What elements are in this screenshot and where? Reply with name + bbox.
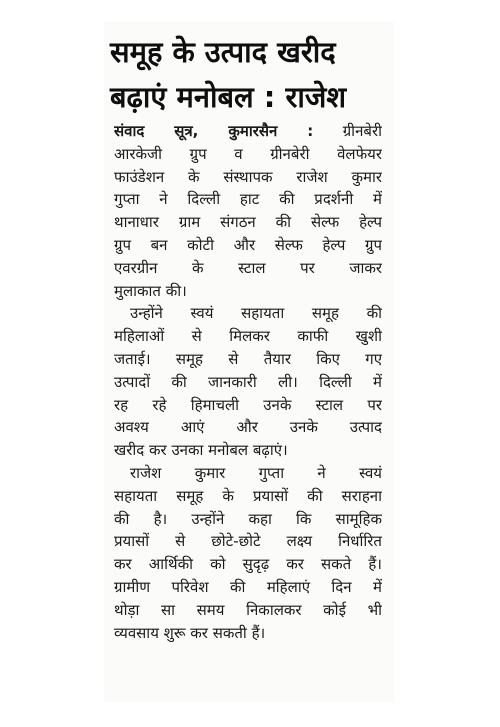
text-line: राजेश कुमार गुप्ता ने स्वयं bbox=[130, 463, 382, 482]
text-line: गुप्ता ने दिल्ली हाट की प्रदर्शनी में bbox=[114, 190, 382, 209]
text-line: सहायता समूह के प्रयासों की सराहना bbox=[114, 486, 382, 505]
headline-line: बढ़ाएं मनोबल : राजेश bbox=[110, 80, 347, 114]
text-line: अवश्य आएं और उनके उत्पाद bbox=[114, 418, 382, 437]
article-body bbox=[114, 120, 382, 644]
text-line: ग्रुप बन कोटी और सेल्फ हेल्प ग्रुप bbox=[114, 235, 382, 254]
text-line: मुलाकात की। bbox=[114, 281, 187, 300]
text-line: महिलाओं से मिलकर काफी खुशी bbox=[114, 327, 382, 346]
text-line: कर आर्थिकी को सुदृढ़ कर सकते हैं। bbox=[114, 555, 382, 574]
text-line: उत्पादों की जानकारी ली। दिल्ली में bbox=[114, 372, 382, 391]
text-line bbox=[114, 120, 382, 143]
text-line: फाउंडेशन के संस्थापक राजेश कुमार bbox=[114, 167, 382, 186]
text-line: खरीद कर उनका मनोबल बढ़ाएं। bbox=[114, 441, 288, 460]
text-line: एवरग्रीन के स्टाल पर जाकर bbox=[114, 258, 382, 277]
text-line: प्रयासों से छोटे-छोटे लक्ष्य निर्धारित bbox=[114, 532, 382, 551]
text-line: ग्रामीण परिवेश की महिलाएं दिन में bbox=[114, 577, 382, 596]
headline-line: समूह के उत्पाद खरीद bbox=[110, 35, 336, 69]
text-line: थानाधार ग्राम संगठन की सेल्फ हेल्प bbox=[114, 213, 382, 232]
text-line: रह रहे हिमाचली उनके स्टाल पर bbox=[114, 395, 382, 414]
text-line: उन्होंने स्वयं सहायता समूह की bbox=[130, 304, 382, 323]
text-line: जताई। समूह से तैयार किए गए bbox=[114, 349, 382, 368]
text-line: व्यवसाय शुरू कर सकती हैं। bbox=[114, 623, 266, 642]
headline bbox=[110, 30, 390, 120]
dateline: संवाद सूत्र, कुमारसैन : bbox=[114, 122, 314, 140]
text-line: की है। उन्होंने कहा कि सामूहिक bbox=[114, 509, 382, 528]
text-line: थोड़ा सा समय निकालकर कोई भी bbox=[114, 600, 382, 619]
text-segment: ग्रीनबेरी bbox=[342, 122, 382, 140]
text-line: आरकेजी ग्रुप व ग्रीनबेरी वेलफेयर bbox=[114, 144, 382, 163]
